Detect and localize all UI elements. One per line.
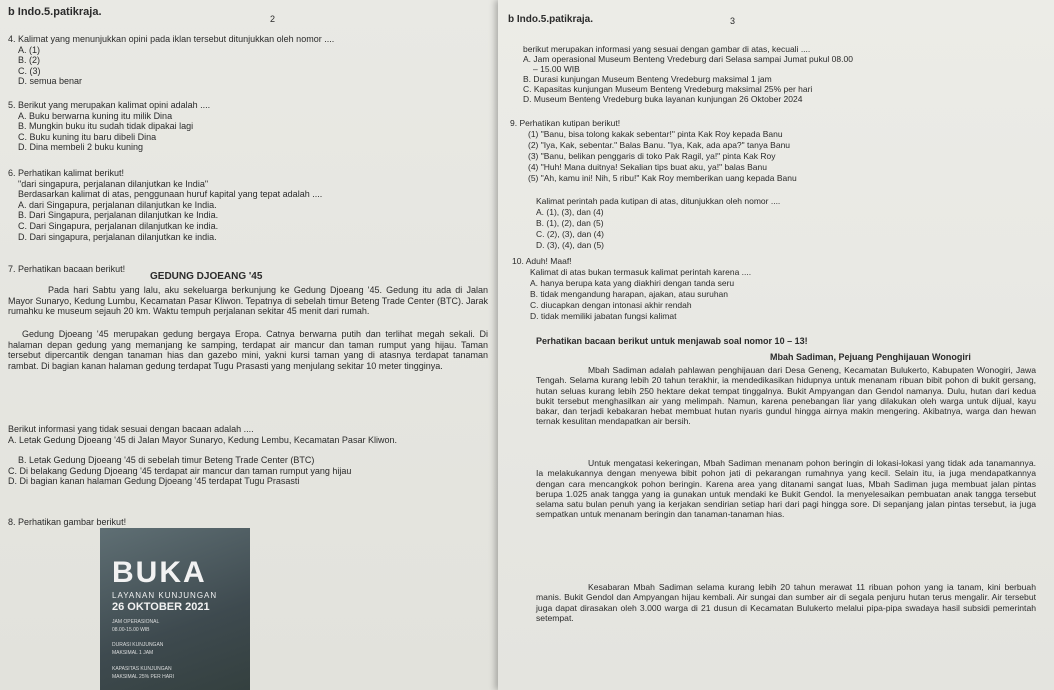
reading-title: Mbah Sadiman, Pejuang Penghijauan Wonogiri [770, 352, 971, 362]
quote-line: (2) "Iya, Kak, sebentar." Balas Banu. "Iya, Kak, ada apa?" tanya Banu [528, 140, 791, 150]
option: A. hanya berupa kata yang diakhiri dengan tanda seru [530, 278, 735, 288]
option: C. (2), (3), dan (4) [536, 229, 605, 239]
option: B. (2) [18, 55, 41, 66]
question-5-stem: 5. Berikut yang merupakan kalimat opini adalah .... [8, 100, 211, 110]
question-10-prompt: Kalimat di atas bukan termasuk kalimat perintah karena .... [530, 267, 752, 277]
option: D. (3), (4), dan (5) [536, 240, 605, 250]
option: D. Di bagian kanan halaman Gedung Djoeang '45 terdapat Tugu Prasasti [8, 476, 300, 487]
reading-intro: Perhatikan bacaan berikut untuk menjawab soal nomor 10 – 13! [536, 336, 808, 346]
question-9 [510, 118, 797, 184]
poster-question [523, 44, 853, 104]
option: B. tidak mengandung harapan, ajakan, atau suruhan [530, 289, 729, 299]
option: C. Kapasitas kunjungan Museum Benteng Vredeburg maksimal 25% per hari [523, 84, 813, 94]
option: D. semua benar [18, 76, 83, 87]
question-6-stem: 6. Perhatikan kalimat berikut! [8, 168, 125, 178]
question-6 [8, 168, 322, 242]
question-6-prompt: Berdasarkan kalimat di atas, penggunaan huruf kapital yang tepat adalah .... [18, 189, 323, 200]
poster-small-text: JAM OPERASIONAL [112, 619, 160, 625]
option: B. (1), (2), dan (5) [536, 218, 604, 228]
poster-subtitle: LAYANAN KUNJUNGAN [112, 591, 218, 600]
option: A. (1), (3), dan (4) [536, 207, 604, 217]
story-paragraph: Gedung Djoeang '45 merupakan gedung bergaya Eropa. Catnya berwarna putih dan terlihat megah sekali. Di halaman depan gedung yang memanjang ke samping, terdapat air mancur dan taman rumput yang hijau. Taman tersebut dipercantik dengan tanaman hias dan gazebo mini, yakni kursi taman yang di atasnya terdapat tanaman rambat. Di bagian kanan halaman gedung terdapat Tugu Prasasti yang menjulang sekitar 10 meter tingginya. [8, 329, 488, 371]
question-10 [512, 256, 751, 322]
option: A. dari Singapura, perjalanan dilanjutkan ke India. [18, 199, 217, 210]
question-7-stem: Berikut informasi yang tidak sesuai dengan bacaan adalah .... [8, 424, 254, 434]
question-4-stem: 4. Kalimat yang menunjukkan opini pada iklan tersebut ditunjukkan oleh nomor .... [8, 34, 335, 44]
poster-headline: BUKA [112, 556, 207, 589]
option: C. (3) [18, 65, 41, 76]
poster-question-stem: berikut merupakan informasi yang sesuai dengan gambar di atas, kecuali .... [523, 44, 811, 54]
option: B. Mungkin buku itu sudah tidak dipakai lagi [18, 121, 194, 132]
poster-small-text: MAKSIMAL 25% PER HARI [112, 674, 175, 680]
reading-paragraph: Mbah Sadiman adalah pahlawan penghijauan dari Desa Geneng, Kecamatan Bulukerto, Kabupaten Wonogiri, Jawa Tengah. Selama kurang lebih 20 tahun terakhir, ia mendedikasikan hidupnya untuk menanam ribuan bibit pohon di bukit gersang, hutan seluas kurang lebih 250 hektare dekat tempat tinggalnya. Bukit Ampyangan dan Gendol namanya. Dulu, hutan dari kedua bukit tersebut menghasilkan air yang melimpah. Namun, karena penebangan liar yang dilakukan oleh warga untuk dijual, kayu bakar, dan terjadi kebakaran hebat membuat hutan nyaris gundul hingga airnya makin mengering. Akibatnya, warga dan hewan ternak kesulitan mendapatkan air bersih. [536, 365, 1036, 427]
option: C. diucapkan dengan intonasi akhir rendah [530, 300, 692, 310]
page-header: b Indo.5.patikraja. [8, 6, 102, 18]
poster-small-text: KAPASITAS KUNJUNGAN [112, 666, 172, 672]
option-continuation: – 15.00 WIB [533, 64, 580, 74]
story-paragraph: Pada hari Sabtu yang lalu, aku sekeluarga berkunjung ke Gedung Djoeang '45. Gedung itu ada di Jalan Mayor Sunaryo, Kedung Lumbu, Kecamatan Pasar Kliwon. Tepatnya di sebelah timur Beteng Trade Center (BTC). Jarak rumahku ke museum sejauh 20 km. Waktu tempuh perjalanan sekitar 45 menit dari rumah. [8, 285, 488, 317]
option: D. Dina membeli 2 buku kuning [18, 142, 144, 153]
question-7 [8, 424, 397, 487]
quoted-sentence: "dari singapura, perjalanan dilanjutkan ke India" [18, 178, 209, 189]
option: C. Dari Singapura, perjalanan dilanjutkan ke india. [18, 220, 219, 231]
page-number: 3 [730, 16, 736, 26]
option: D. Dari singapura, perjalanan dilanjutkan ke india. [18, 231, 217, 242]
page-header: b Indo.5.patikraja. [508, 14, 594, 25]
question-4 [8, 34, 334, 87]
question-8-intro: 8. Perhatikan gambar berikut! [8, 517, 127, 527]
question-9-prompt: Kalimat perintah pada kutipan di atas, ditunjukkan oleh nomor .... [536, 196, 781, 206]
poster-small-text: MAKSIMAL 1 JAM [112, 650, 154, 656]
reading-paragraph: Untuk mengatasi kekeringan, Mbah Sadiman menanam pohon beringin di lokasi-lokasi yang tidak ada tanamannya. Ia melakukannya dengan menyewa bibit pohon jati di pekarangan rumahnya yang kecil. Selain itu, ia juga mendapatkannya dengan cara mencangkok pohon beringin. Karena area yang ditanami sangat luas, Mbah Sadiman juga membuat jalan pintas berupa 1.025 anak tangga yang ia gunakan untuk mendaki ke Bukit Gendol. Ia menyelesaikan pembuatan anak tangga tersebut selama satu bulan penuh yang ia kerjakan sendirian setiap hari dari pagi hingga sore. Di sepanjang jalan pintas tersebut, ia juga sempatkan untuk menanam beringin dan tanaman-tanaman hias. [536, 458, 1036, 520]
reading-paragraph: Kesabaran Mbah Sadiman selama kurang lebih 20 tahun merawat 11 ribuan pohon yang ia tanam, kini berbuah manis. Bukit Gendol dan Ampyangan hijau kembali. Air sungai dan sumber air di segala penjuru hutan terus mengalir. Air tersebut juga dapat dirasakan oleh 3.000 warga di 21 dusun di Kecamatan Bulukerto melalui pipa-pipa swadaya hasil subsidi pemerintah setempat. [536, 582, 1036, 623]
option: A. Buku berwarna kuning itu milik Dina [18, 110, 173, 121]
option: A. Jam operasional Museum Benteng Vredeburg dari Selasa sampai Jumat pukul 08.00 [523, 54, 853, 64]
quote-line: (4) "Huh! Mana duitnya! Sekalian tips buat aku, ya!" balas Banu [528, 162, 767, 172]
story-title: GEDUNG DJOEANG '45 [150, 271, 263, 282]
question-9-answer [536, 196, 780, 251]
poster-small-text: 08.00-15.00 WIB [112, 627, 150, 633]
right-page [498, 0, 1054, 690]
question-7-intro: 7. Perhatikan bacaan berikut! [8, 264, 126, 274]
option: A. (1) [18, 44, 41, 55]
option: D. Museum Benteng Vredeburg buka layanan kunjungan 26 Oktober 2024 [523, 94, 803, 104]
option: A. Letak Gedung Djoeang '45 di Jalan Mayor Sunaryo, Kedung Lembu, Kecamatan Pasar Kliwon. [8, 434, 397, 445]
question-5 [8, 100, 210, 153]
question-10-stem: 10. Aduh! Maaf! [512, 256, 572, 266]
question-9-stem: 9. Perhatikan kutipan berikut! [510, 118, 621, 128]
option: B. Letak Gedung Djoeang '45 di sebelah timur Beteng Trade Center (BTC) [18, 455, 315, 466]
option: C. Buku kuning itu baru dibeli Dina [18, 131, 157, 142]
option: B. Durasi kunjungan Museum Benteng Vredeburg maksimal 1 jam [523, 74, 772, 84]
quote-line: (1) "Banu, bisa tolong kakak sebentar!" pinta Kak Roy kepada Banu [528, 129, 783, 139]
quote-line: (5) "Ah, kamu ini! Nih, 5 ribu!" Kak Roy memberikan uang kepada Banu [528, 173, 797, 183]
poster-date: 26 OKTOBER 2021 [112, 601, 210, 613]
page-number: 2 [270, 14, 276, 24]
museum-poster [100, 528, 250, 690]
option: D. tidak memiliki jabatan fungsi kalimat [530, 311, 677, 321]
option: B. Dari Singapura, perjalanan dilanjutkan ke India. [18, 210, 219, 221]
quote-line: (3) "Banu, belikan penggaris di toko Pak Ragil, ya!" pinta Kak Roy [528, 151, 776, 161]
option: C. Di belakang Gedung Djoeang '45 terdapat air mancur dan taman rumput yang hijau [8, 465, 352, 476]
poster-small-text: DURASI KUNJUNGAN [112, 642, 164, 648]
left-page [0, 0, 520, 690]
